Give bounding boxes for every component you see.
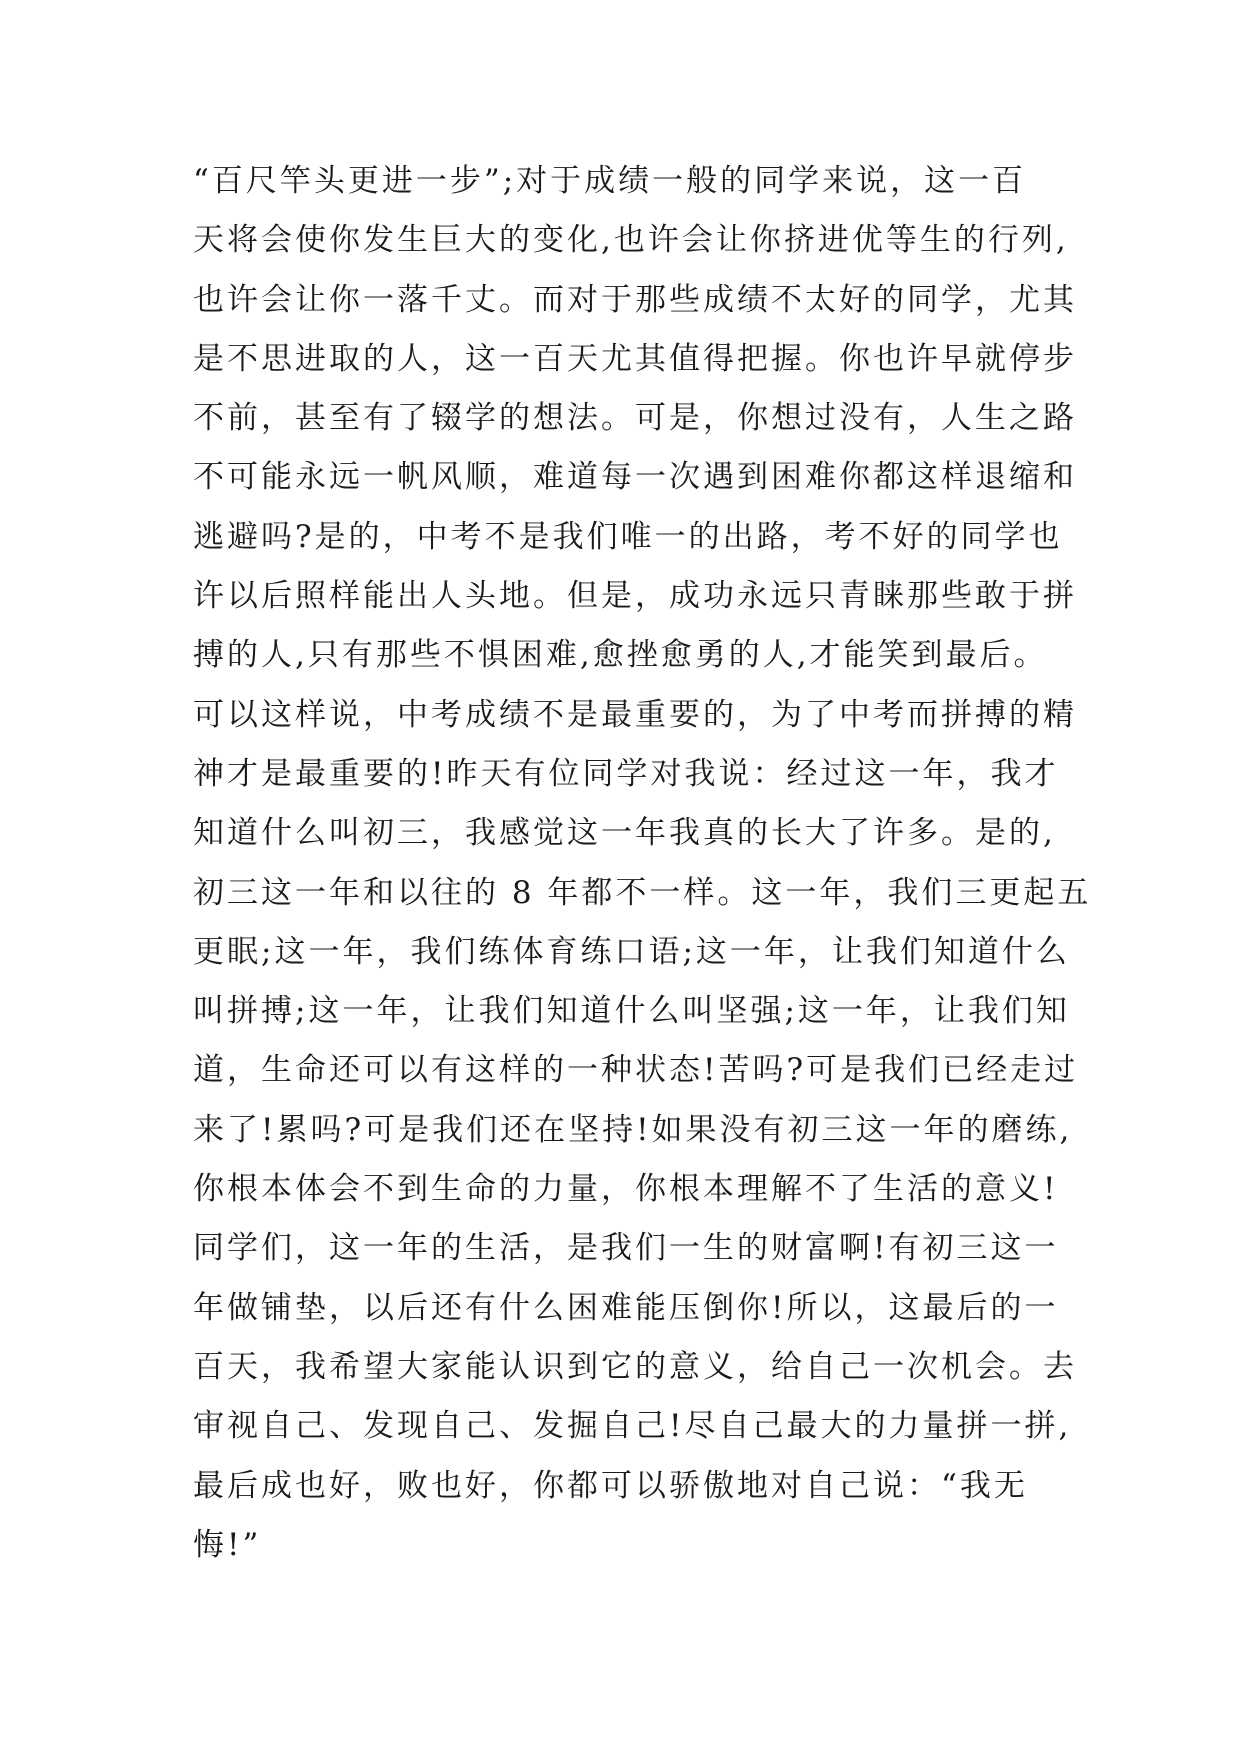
text-line-10: 可以这样说，中考成绩不是最重要的，为了中考而拼搏的精 xyxy=(193,696,1077,733)
text-line-23: 最后成也好，败也好，你都可以骄傲地对自己说：“我无 xyxy=(193,1467,1028,1504)
text-line-1: “百尺竿头更进一步”;对于成绩一般的同学来说，这一百 xyxy=(193,163,1027,199)
text-line-20: 年做铺垫，以后还有什么困难能压倒你!所以，这最后的一 xyxy=(193,1289,1059,1326)
text-line-12: 知道什么叫初三，我感觉这一年我真的长大了许多。是的, xyxy=(193,815,1056,852)
text-line-6: 不可能永远一帆风顺，难道每一次遇到困难你都这样退缩和 xyxy=(193,459,1077,496)
text-line-2: 天将会使你发生巨大的变化,也许会让你挤进优等生的行列, xyxy=(193,222,1069,259)
text-line-9: 搏的人,只有那些不惧困难,愈挫愈勇的人,才能笑到最后。 xyxy=(193,637,1048,674)
text-line-5: 不前，甚至有了辍学的想法。可是，你想过没有，人生之路 xyxy=(193,400,1077,437)
text-line-22: 审视自己、发现自己、发掘自己!尽自己最大的力量拼一拼, xyxy=(193,1408,1072,1445)
text-line-18: 你根本体会不到生命的力量，你根本理解不了生活的意义! xyxy=(193,1171,1059,1208)
document-body xyxy=(193,152,1093,1575)
text-line-11: 神才是最重要的!昨天有位同学对我说：经过这一年，我才 xyxy=(193,755,1059,792)
text-line-13: 初三这一年和以往的 8 年都不一样。这一年，我们三更起五 xyxy=(193,874,1092,911)
text-line-16: 道，生命还可以有这样的一种状态!苦吗?可是我们已经走过 xyxy=(193,1052,1079,1089)
text-line-21: 百天，我希望大家能认识到它的意义，给自己一次机会。去 xyxy=(193,1348,1077,1385)
text-line-19: 同学们，这一年的生活，是我们一生的财富啊!有初三这一 xyxy=(193,1230,1059,1267)
text-line-4: 是不思进取的人，这一百天尤其值得把握。你也许早就停步 xyxy=(193,340,1077,377)
text-line-14: 更眠;这一年，我们练体育练口语;这一年，让我们知道什么 xyxy=(193,933,1070,970)
text-line-24: 悔!” xyxy=(193,1526,262,1563)
text-line-15: 叫拼搏;这一年，让我们知道什么叫坚强;这一年，让我们知 xyxy=(193,993,1070,1030)
text-line-7: 逃避吗?是的，中考不是我们唯一的出路，考不好的同学也 xyxy=(193,518,1063,555)
text-line-17: 来了!累吗?可是我们还在坚持!如果没有初三这一年的磨练, xyxy=(193,1111,1073,1148)
text-line-3: 也许会让你一落千丈。而对于那些成绩不太好的同学，尤其 xyxy=(193,281,1077,318)
text-line-8: 许以后照样能出人头地。但是，成功永远只青睐那些敢于拼 xyxy=(193,578,1077,615)
